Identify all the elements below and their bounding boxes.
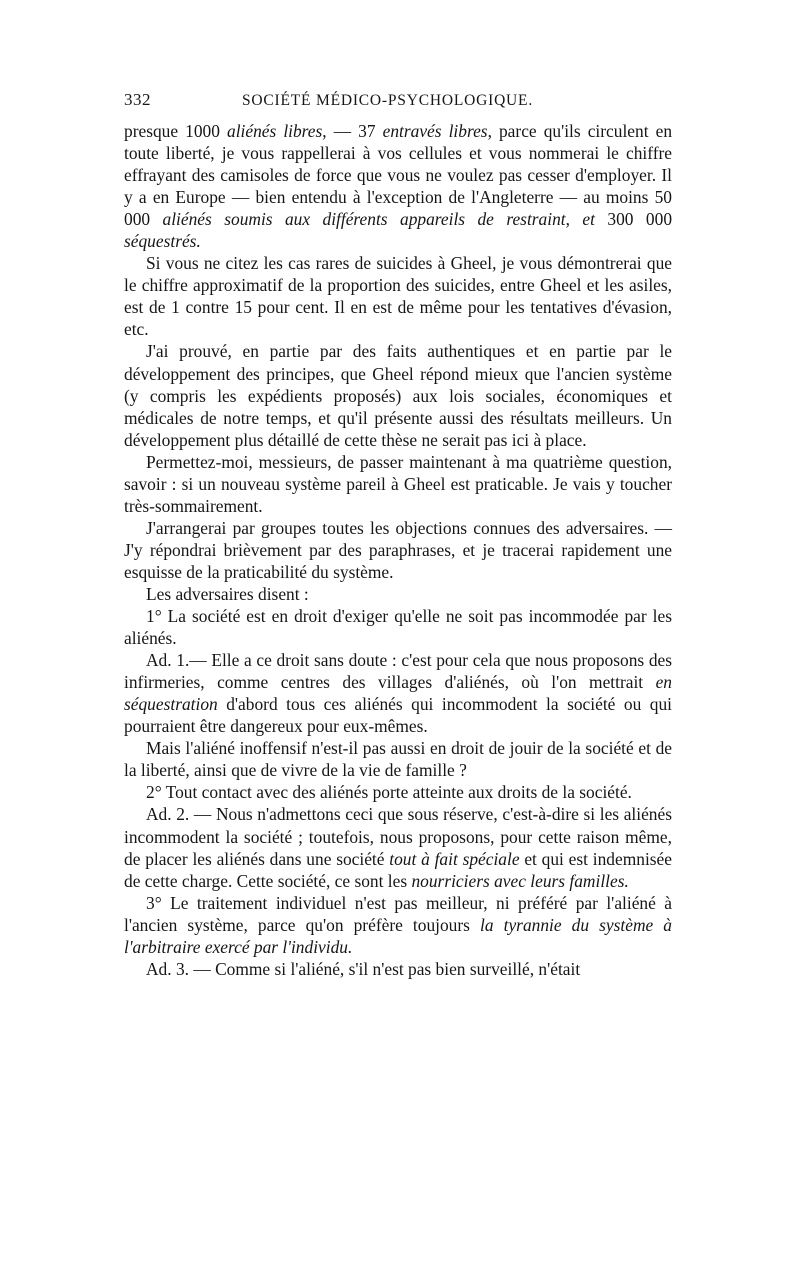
italic-text: et [582,209,595,230]
text-run: Les adversaires disent : [146,583,309,604]
italic-text: tout à fait spéciale [389,848,520,869]
text-run: et qui est indemnisée de cette charge. Cette société, ce sont les [124,848,672,891]
paragraph [124,451,672,517]
page-number: 332 [124,90,151,109]
text-run: 300 000 [594,209,673,230]
italic-text: nourriciers avec leurs familles. [411,870,629,891]
body-text [124,120,672,980]
page-header [124,90,672,120]
italic-text: aliénés libres [227,121,323,141]
paragraph [124,252,672,340]
paragraph [124,605,672,649]
text-run: Ad. 2. — Nous n'admettons ceci que sous réserve, c'est-à-dire si les aliénés incommodent la société ; toutefois, nous proposons, pour cette raison même, de placer les aliénés dans une société [124,804,672,869]
paragraph [124,649,672,737]
paragraph [124,583,672,605]
text-run: Si vous ne citez les cas rares de suicides à Gheel, je vous démontrerai que le chiffre approximatif de la proportion des suicides, entre Gheel et les asiles, est de 1 contre 15 pour cent. Il en est de même pour les tentatives d'évasion, etc. [124,253,672,340]
text-run: 1° La société est en droit d'exiger qu'elle ne soit pas incommodée par les aliénés. [124,606,672,649]
italic-text: séquestrés. [124,231,201,252]
text-run: , parce qu'ils circulent en toute liberté, je vous rappellerai à vos cellules et vous nommerai le chiffre effrayant des camisoles de force que vous ne voulez pas cesser d'employer. Il y a en Europe — bien entendu à l'exception de l'Angleterre — au moins 50 000 [124,121,673,230]
text-run: 3° Le traitement individuel n'est pas meilleur, ni préféré par l'aliéné à l'ancien système, parce qu'on préfère toujours [124,892,672,935]
text-run: Permettez-moi, messieurs, de passer maintenant à ma quatrième question, savoir : si un nouveau système pareil à Gheel est praticable. Je vais y toucher très-sommairement. [124,451,672,516]
text-run: , [565,209,583,230]
paragraph [124,340,672,450]
paragraph [124,803,672,891]
running-title: SOCIÉTÉ MÉDICO-PSYCHOLOGIQUE. [242,92,533,109]
text-run: presque 1000 [124,121,227,141]
paragraph [124,781,672,803]
text-run: Ad. 1.— Elle a ce droit sans doute : c'est pour cela que nous proposons des infirmeries, comme centres des villages d'aliénés, où l'on mettrait [124,650,672,693]
text-run: J'ai prouvé, en partie par des faits authentiques et en partie par le développement des principes, que Gheel répond mieux que l'ancien système (y compris les expédients proposés) aux lois sociales, économiques et médicales de notre temps, et qu'il présente aussi des résultats meilleurs. Un développement plus détaillé de cette thèse ne serait pas ici à place. [124,341,672,450]
italic-text: aliénés soumis aux différents appareils de restraint [162,209,566,230]
paragraph [124,737,672,781]
text-run: 2° Tout contact avec des aliénés porte atteinte aux droits de la société. [146,782,632,803]
text-run: d'abord tous ces aliénés qui incommodent la société ou qui pourraient être dangereux pour eux-mêmes. [124,694,672,737]
text-run: Mais l'aliéné inoffensif n'est-il pas aussi en droit de jouir de la société et de la liberté, ainsi que de vivre de la vie de famille ? [124,738,672,781]
italic-text: la tyrannie du système à l'arbitraire exercé par l'individu. [124,914,673,957]
book-page [124,90,672,980]
text-run: Ad. 3. — Comme si l'aliéné, s'il n'est pas bien surveillé, n'était [146,958,581,979]
italic-text: entravés libres [382,121,488,141]
paragraph [124,517,672,583]
paragraph [124,958,672,980]
italic-text: en séquestration [124,672,672,715]
text-run: , — 37 [322,121,383,141]
paragraph [124,892,672,958]
text-run: J'arrangerai par groupes toutes les objections connues des adversaires. — J'y répondrai brièvement par des paraphrases, et je tracerai rapidement une esquisse de la praticabilité du système. [124,517,672,582]
paragraph [124,120,672,252]
